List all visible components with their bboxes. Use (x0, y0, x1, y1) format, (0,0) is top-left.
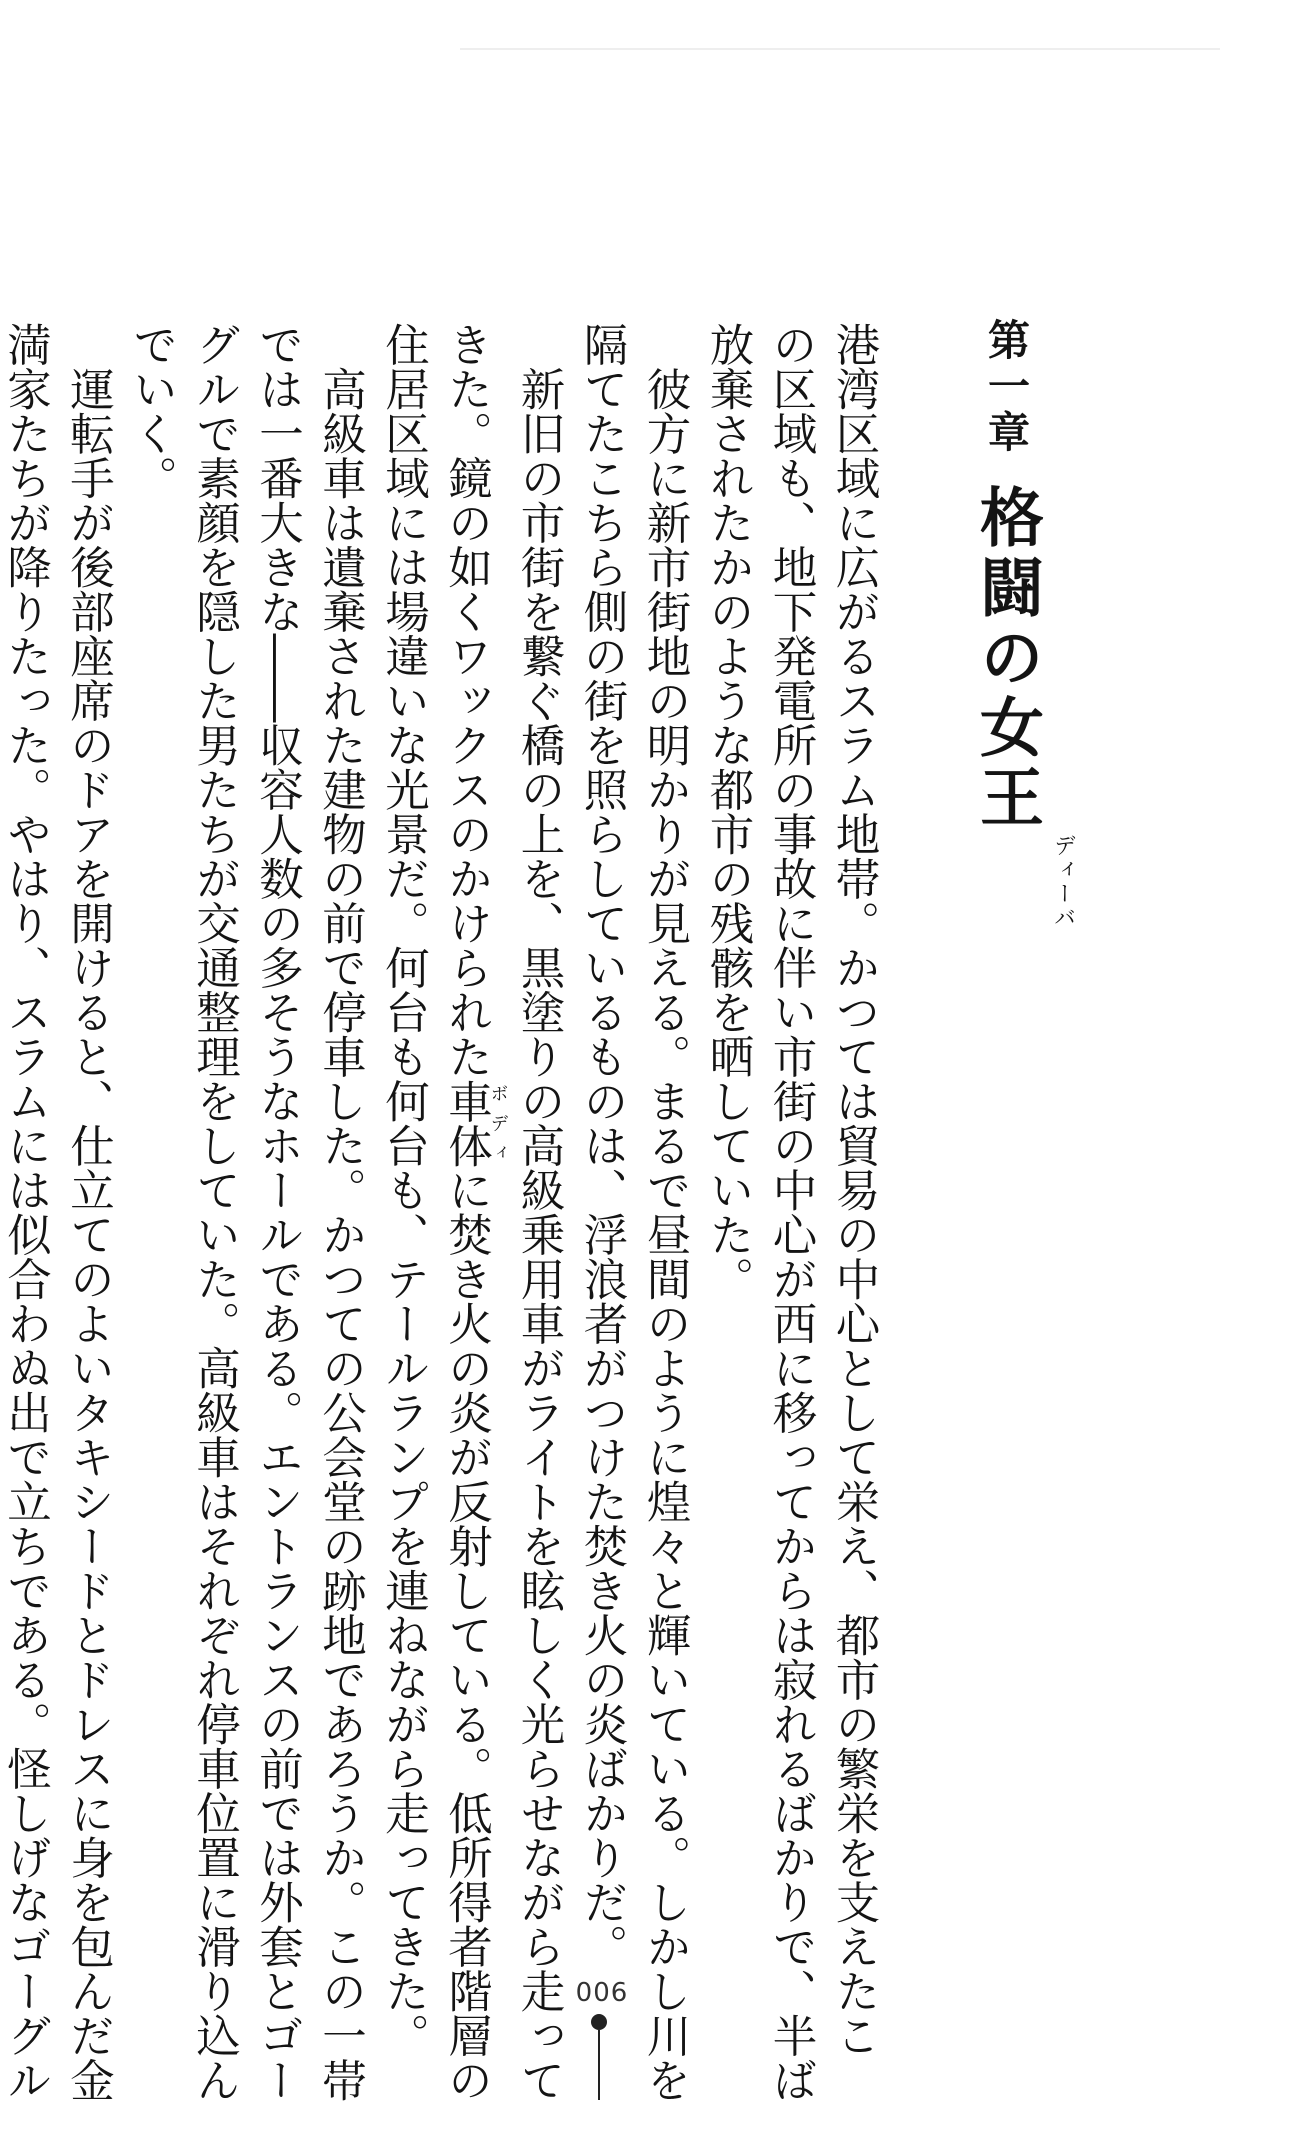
body-ruby-base: 車体 (440, 1078, 492, 1168)
page-marker-line (598, 2030, 600, 2100)
body-line: 彼方に新市街地の明かりが見える。まるで昼間のように煌々と輝いている。しかし川を (639, 322, 690, 2102)
body-line-part: に焚き火の炎が反射している。低所得者階層の (440, 1167, 492, 2102)
body-line: 新旧の市街を繋ぐ橋の上を、黒塗りの高級乗用車がライトを眩しく光らせながら走って (513, 322, 564, 2102)
page-marker-dot (591, 2014, 607, 2030)
body-line: 放棄されたかのような都市の残骸を晒していた。 (702, 322, 753, 1301)
body-line-part: きた。鏡の如くワックスのかけられた (440, 322, 492, 1079)
chapter-title (960, 484, 1074, 930)
body-line: では一番大きな――収容人数の多そうなホールである。エントランスの前では外套とゴー (251, 322, 303, 2102)
chapter-title-ruby: ディーバ (1050, 834, 1076, 930)
body-line: 運転手が後部座席のドアを開けると、仕立てのよいタキシードとドレスに身を包んだ金 (62, 322, 114, 2102)
chapter-title-main: 格闘の (969, 484, 1044, 694)
body-line: 住居区域には場違いな光景だ。何台も何台も、テールランプを連ねながら走ってきた。 (377, 322, 429, 2058)
chapter-title-ruby-base: 女王 (969, 694, 1044, 834)
page-edge (460, 48, 1220, 50)
page-number: 006 (575, 1978, 629, 2008)
body-line: 満家たちが降りたった。やはり、スラムには似合わぬ出で立ちである。怪しげなゴーグル (0, 322, 51, 2102)
body-line: でいく。 (125, 322, 177, 500)
body-line: グルで素顔を隠した男たちが交通整理をしていた。高級車はそれぞれ停車位置に滑り込ん (188, 322, 240, 2102)
body-ruby-text: ボディ (487, 1078, 509, 1168)
body-ruby (440, 1078, 509, 1168)
body-line (435, 322, 509, 2102)
body-line: 港湾区域に広がるスラム地帯。かつては貿易の中心として栄え、都市の繁栄を支えたこ (828, 322, 879, 2058)
chapter-heading (960, 318, 1074, 1178)
body-line: の区域も、地下発電所の事故に伴い市街の中心が西に移ってからは寂れるばかりで、半ば (765, 322, 816, 2102)
chapter-label: 第一章 (982, 318, 1031, 456)
body-line: 高級車は遺棄された建物の前で停車した。かつての公会堂の跡地であろうか。この一帯 (314, 322, 366, 2102)
body-line: 隔てたこちら側の街を照らしているものは、浮浪者がつけた焚き火の炎ばかりだ。 (576, 322, 627, 1969)
